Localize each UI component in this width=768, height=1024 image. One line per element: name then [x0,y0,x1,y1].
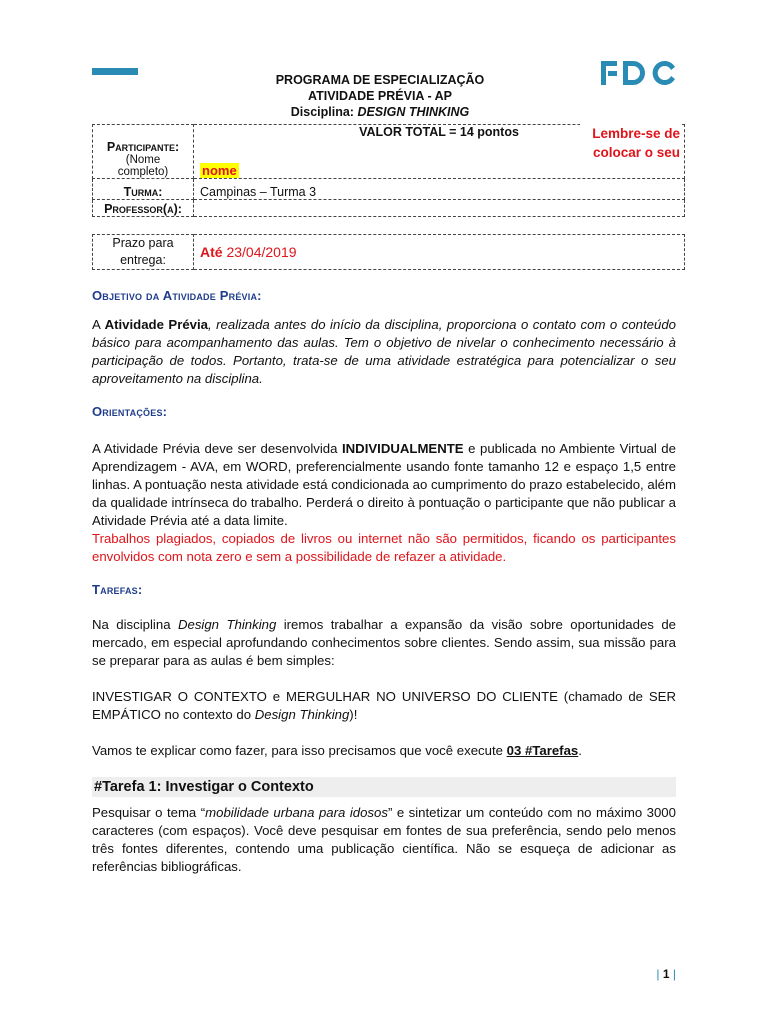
task1-text-a: Pesquisar o tema “ [92,805,206,820]
program-title: PROGRAMA DE ESPECIALIZAÇÃO [275,73,485,87]
participant-label: Participante: [106,140,180,154]
tasks-p2-b: )! [349,707,358,722]
objective-paragraph [92,316,676,388]
deadline-table [92,234,685,270]
task1-text-b: ” e sintetizar um conteúdo com no máximo 3000 caracteres (com espaços). Você deve pesquisar em fontes de sua preferência, sendo pelo menos três fontes diferentes, contendo uma publicação científica. Não se esqueça de adicionar as referências bibliográficas. [92,805,676,874]
deadline-prefix: Até [200,244,227,260]
guidelines-text-a: A Atividade Prévia deve ser desenvolvida [92,441,342,456]
activity-title: ATIVIDADE PRÉVIA - AP [308,89,452,103]
tasks-p2-italic: Design Thinking [254,707,350,722]
objective-text-a: A [92,317,105,332]
tasks-p3-a: Vamos te explicar como fazer, para isso precisamos que você execute [92,743,507,758]
deadline-value [194,235,685,270]
tasks-paragraph-1 [92,616,676,670]
guidelines-text-bold: INDIVIDUALMENTE [341,441,464,456]
tasks-heading: Tarefas: [92,582,143,597]
deadline-date: 23/04/2019 [226,244,297,260]
tasks-count-link: 03 #Tarefas [506,743,579,758]
guidelines-paragraph [92,440,676,566]
turma-label: Turma: [93,179,194,200]
total-value-line: VALOR TOTAL = 14 pontos [359,125,519,139]
objective-text-b: , realizada antes do início da disciplina, proporciona o contato com o conteúdo básico para acompanhamento das aulas. Tem o objetivo de nivelar o conhecimento necessário à participação de todos. Portanto, trata-se de uma atividade estratégica para potencializar o seu aproveitamento na disciplina. [92,317,676,386]
professor-value[interactable] [194,200,685,217]
tasks-p1-italic: Design Thinking [177,617,277,632]
guidelines-text-b: e publicada no Ambiente Virtual de Aprendizagem - AVA, em WORD, preferencialmente usando fonte tamanho 12 e espaço 1,5 entre linhas. A pontuação nesta atividade está condicionada ao cumprimento do prazo estabelecido, além da qualidade intrínseca do trabalho. Perderá o direito à pontuação o participante que não publicar a Atividade Prévia até a data limite. [92,441,676,528]
deadline-label: Prazo para entrega: [93,235,194,270]
tasks-p2-a: INVESTIGAR O CONTEXTO e MERGULHAR NO UNIVERSO DO CLIENTE (chamado de SER EMPÁTICO no contexto do [92,689,676,722]
fdc-logo [601,58,677,88]
plagiarism-warning: Trabalhos plagiados, copiados de livros ou internet não são permitidos, ficando os participantes envolvidos com nota zero e sem a possibilidade de refazer a atividade. [92,531,676,564]
objective-heading: Objetivo da Atividade Prévia: [92,288,262,303]
participant-name: nome [202,163,237,178]
page-number: | 1 | [656,967,676,981]
tasks-p3-b: . [578,743,582,758]
turma-value: Campinas – Turma 3 [194,179,685,200]
professor-label: Professor(a): [93,200,194,217]
reminder-note: Lembre-se de colocar o seu [580,124,680,162]
objective-text-bold: Atividade Prévia [104,317,208,332]
header-accent-bar [92,68,138,75]
page-number-value: 1 [662,967,670,981]
participant-label-cell [93,125,194,179]
discipline-label: Disciplina: [290,105,358,119]
task1-text-italic: mobilidade urbana para idosos [205,805,388,820]
participant-sublabel: (Nome completo) [117,154,169,178]
tasks-p1-a: Na disciplina [92,617,178,632]
task1-paragraph [92,804,676,876]
guidelines-heading: Orientações: [92,404,168,419]
discipline-value: DESIGN THINKING [357,105,470,119]
tasks-paragraph-3 [92,742,676,760]
task1-heading: #Tarefa 1: Investigar o Contexto [92,777,676,797]
discipline-line [180,104,580,120]
tasks-p1-b: iremos trabalhar a expansão da visão sobre oportunidades de mercado, em especial aprofundando conhecimentos sobre clientes. Sendo assim, sua missão para se preparar para as aulas é bem simples: [92,617,676,668]
tasks-paragraph-2 [92,688,676,724]
